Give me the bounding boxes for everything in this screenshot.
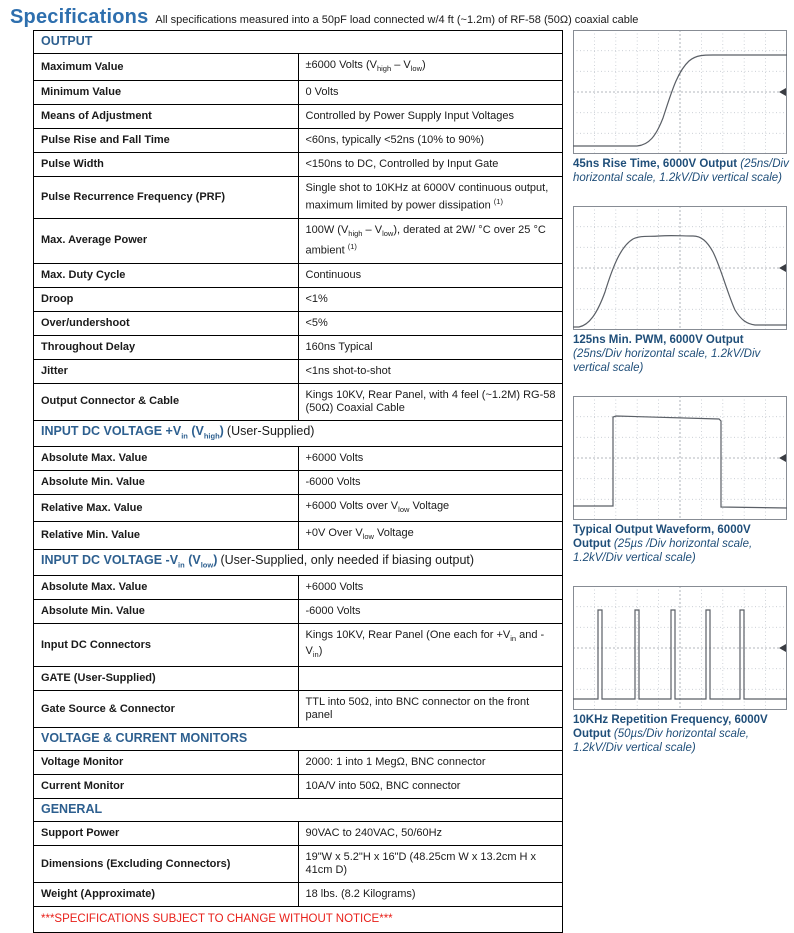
spec-row bbox=[34, 383, 563, 420]
scope-grid bbox=[573, 586, 787, 710]
spec-label: Dimensions (Excluding Connectors) bbox=[34, 846, 299, 883]
section-header-row bbox=[34, 799, 563, 822]
scope-figure bbox=[573, 206, 791, 375]
figure-caption-scale: (25ns/Div horizontal scale, 1.2kV/Div vertical scale) bbox=[573, 158, 789, 184]
figure-caption-title: 10KHz Repetition Frequency, 6000V Output bbox=[573, 714, 768, 740]
spec-label: Relative Max. Value bbox=[34, 495, 299, 522]
spec-row bbox=[34, 846, 563, 883]
waveform-trace bbox=[573, 55, 787, 146]
scope-figure bbox=[573, 396, 791, 565]
spec-value: 0 Volts bbox=[298, 81, 563, 105]
spec-row bbox=[34, 54, 563, 81]
figure-caption-title: Typical Output Waveform, 6000V Output bbox=[573, 524, 751, 550]
section-header-cell bbox=[34, 799, 563, 822]
scope-grid bbox=[573, 396, 787, 520]
spec-value: -6000 Volts bbox=[298, 600, 563, 624]
spec-value: +0V Over $V_{low}$ Voltage bbox=[298, 522, 563, 549]
spec-value: +6000 Volts over $V_{low}$ Voltage bbox=[298, 495, 563, 522]
figure-caption-scale: (50µs/Div horizontal scale, 1.2kV/Div vertical scale) bbox=[573, 728, 749, 754]
scope-grid bbox=[573, 30, 787, 154]
section-title: INPUT DC VOLTAGE $+V_{in}$ $(V_{high})$ bbox=[41, 423, 224, 441]
spec-label: Max. Duty Cycle bbox=[34, 263, 299, 287]
figure-caption-title: 45ns Rise Time, 6000V Output bbox=[573, 158, 738, 170]
section-header-row bbox=[34, 420, 563, 447]
spec-label: Support Power bbox=[34, 822, 299, 846]
spec-value: -6000 Volts bbox=[298, 471, 563, 495]
spec-row bbox=[34, 81, 563, 105]
section-header-cell bbox=[34, 728, 563, 751]
spec-row bbox=[34, 153, 563, 177]
oscilloscope-screen bbox=[573, 30, 787, 154]
trigger-level-arrow-icon bbox=[779, 644, 786, 652]
spec-label: Minimum Value bbox=[34, 81, 299, 105]
spec-value: Single shot to 10KHz at 6000V continuous output, maximum limited by power dissipation $^{(1)}$ bbox=[298, 177, 563, 219]
figure-caption bbox=[573, 713, 791, 755]
spec-value: <150ns to DC, Controlled by Input Gate bbox=[298, 153, 563, 177]
oscilloscope-screen bbox=[573, 206, 787, 330]
spec-value: Controlled by Power Supply Input Voltages bbox=[298, 105, 563, 129]
section-note: (User-Supplied, only needed if biasing output) bbox=[220, 552, 475, 567]
page-subtitle: All specifications measured into a 50pF load connected w/4 ft (~1.2m) of RF-58 (50Ω) coaxial cable bbox=[155, 14, 639, 26]
spec-label: Absolute Min. Value bbox=[34, 600, 299, 624]
figure-caption-scale: (25µs /Div horizontal scale, 1.2kV/Div vertical scale) bbox=[573, 538, 753, 564]
scope-figures-column bbox=[573, 30, 791, 776]
section-title: OUTPUT bbox=[41, 34, 93, 48]
spec-value: Continuous bbox=[298, 263, 563, 287]
spec-row bbox=[34, 359, 563, 383]
spec-value: <5% bbox=[298, 311, 563, 335]
spec-label: Gate Source & Connector bbox=[34, 691, 299, 728]
spec-label: Weight (Approximate) bbox=[34, 883, 299, 907]
spec-row bbox=[34, 576, 563, 600]
spec-value: +6000 Volts bbox=[298, 576, 563, 600]
spec-value: Kings 10KV, Rear Panel (One each for $+V_{in}$ and $-V_{in}$) bbox=[298, 624, 563, 667]
spec-label: Relative Min. Value bbox=[34, 522, 299, 549]
spec-row bbox=[34, 105, 563, 129]
spec-row bbox=[34, 751, 563, 775]
spec-row bbox=[34, 691, 563, 728]
spec-change-note-row bbox=[34, 907, 563, 933]
figure-caption bbox=[573, 333, 791, 375]
section-header-row bbox=[34, 549, 563, 576]
waveform-trace bbox=[573, 236, 787, 327]
spec-row bbox=[34, 218, 563, 263]
spec-label: Voltage Monitor bbox=[34, 751, 299, 775]
spec-row bbox=[34, 667, 563, 691]
spec-label: Throughout Delay bbox=[34, 335, 299, 359]
spec-label: Absolute Max. Value bbox=[34, 447, 299, 471]
spec-label: GATE (User-Supplied) bbox=[34, 667, 299, 691]
spec-label: Pulse Recurrence Frequency (PRF) bbox=[34, 177, 299, 219]
spec-label: Jitter bbox=[34, 359, 299, 383]
figure-caption-title: 125ns Min. PWM, 6000V Output bbox=[573, 334, 744, 346]
section-title: GENERAL bbox=[41, 802, 103, 817]
spec-row bbox=[34, 822, 563, 846]
spec-label: Output Connector & Cable bbox=[34, 383, 299, 420]
spec-label: Absolute Max. Value bbox=[34, 576, 299, 600]
spec-row bbox=[34, 522, 563, 549]
spec-label: Pulse Rise and Fall Time bbox=[34, 129, 299, 153]
spec-label: Droop bbox=[34, 287, 299, 311]
spec-row bbox=[34, 624, 563, 667]
spec-row bbox=[34, 775, 563, 799]
section-header-cell bbox=[34, 549, 563, 576]
spec-value: 19"W x 5.2"H x 16"D (48.25cm W x 13.2cm H x 41cm D) bbox=[298, 846, 563, 883]
trigger-level-arrow-icon bbox=[779, 454, 786, 462]
spec-value: 2000: 1 into 1 MegΩ, BNC connector bbox=[298, 751, 563, 775]
spec-value: 160ns Typical bbox=[298, 335, 563, 359]
section-header-row bbox=[34, 31, 563, 54]
spec-label: Pulse Width bbox=[34, 153, 299, 177]
spec-value: ±6000 Volts $(V_{high} - V_{low})$ bbox=[298, 54, 563, 81]
scope-figure bbox=[573, 30, 791, 185]
page-title: Specifications bbox=[10, 6, 149, 28]
spec-label: Maximum Value bbox=[34, 54, 299, 81]
spec-value bbox=[298, 667, 563, 691]
spec-label: Max. Average Power bbox=[34, 218, 299, 263]
section-header-cell bbox=[34, 31, 563, 54]
spec-row bbox=[34, 447, 563, 471]
spec-value: Kings 10KV, Rear Panel, with 4 feel (~1.2M) RG-58 (50Ω) Coaxial Cable bbox=[298, 383, 563, 420]
spec-value: 10A/V into 50Ω, BNC connector bbox=[298, 775, 563, 799]
scope-figure bbox=[573, 586, 791, 755]
section-header-cell bbox=[34, 420, 563, 447]
spec-row bbox=[34, 311, 563, 335]
spec-value: TTL into 50Ω, into BNC connector on the front panel bbox=[298, 691, 563, 728]
scope-grid bbox=[573, 206, 787, 330]
spec-label: Over/undershoot bbox=[34, 311, 299, 335]
section-header-row bbox=[34, 728, 563, 751]
figure-caption bbox=[573, 523, 791, 565]
page-header bbox=[10, 6, 780, 29]
spec-value: <60ns, typically <52ns (10% to 90%) bbox=[298, 129, 563, 153]
spec-value: +6000 Volts bbox=[298, 447, 563, 471]
spec-row bbox=[34, 129, 563, 153]
section-note: (User-Supplied) bbox=[226, 423, 315, 438]
spec-value: <1ns shot-to-shot bbox=[298, 359, 563, 383]
oscilloscope-screen bbox=[573, 586, 787, 710]
spec-value: 18 lbs. (8.2 Kilograms) bbox=[298, 883, 563, 907]
spec-row bbox=[34, 883, 563, 907]
spec-change-note: ***SPECIFICATIONS SUBJECT TO CHANGE WITHOUT NOTICE*** bbox=[34, 907, 563, 933]
section-title: VOLTAGE & CURRENT MONITORS bbox=[41, 731, 248, 746]
spec-row bbox=[34, 287, 563, 311]
spec-value: 90VAC to 240VAC, 50/60Hz bbox=[298, 822, 563, 846]
figure-caption-scale: (25ns/Div horizontal scale, 1.2kV/Div vertical scale) bbox=[573, 348, 761, 374]
spec-table bbox=[33, 30, 563, 933]
spec-row bbox=[34, 177, 563, 219]
spec-label: Current Monitor bbox=[34, 775, 299, 799]
spec-row bbox=[34, 600, 563, 624]
section-title: INPUT DC VOLTAGE $-V_{in}$ $(V_{low})$ bbox=[41, 552, 218, 570]
spec-label: Absolute Min. Value bbox=[34, 471, 299, 495]
oscilloscope-screen bbox=[573, 396, 787, 520]
spec-row bbox=[34, 335, 563, 359]
spec-label: Means of Adjustment bbox=[34, 105, 299, 129]
spec-row bbox=[34, 471, 563, 495]
spec-row bbox=[34, 263, 563, 287]
spec-label: Input DC Connectors bbox=[34, 624, 299, 667]
trigger-level-arrow-icon bbox=[779, 264, 786, 272]
spec-value: 100W $(V_{high} - V_{low})$, derated at 2W/ °C over 25 °C ambient $^{(1)}$ bbox=[298, 218, 563, 263]
spec-value: <1% bbox=[298, 287, 563, 311]
figure-caption bbox=[573, 157, 791, 185]
trigger-level-arrow-icon bbox=[779, 88, 786, 96]
spec-row bbox=[34, 495, 563, 522]
